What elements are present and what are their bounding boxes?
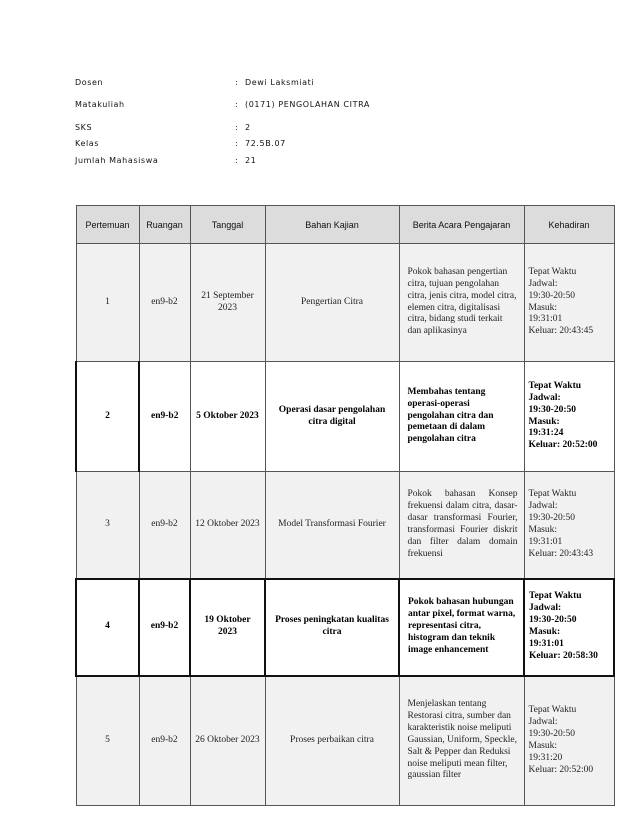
separator: : <box>235 123 239 132</box>
table-row <box>76 244 614 362</box>
kelas-label: Kelas <box>75 139 100 148</box>
cell-bahan-kajian: Proses perbaikan citra <box>265 676 399 806</box>
cell-ruangan: en9-b2 <box>139 362 190 472</box>
kehadiran-masuk: 19:31:01 <box>528 536 563 547</box>
kehadiran-jadwal: 19:30-20:50 <box>528 728 575 739</box>
table-row <box>76 579 614 676</box>
header-bahan-kajian: Bahan Kajian <box>265 206 399 244</box>
kehadiran-masuk: 19:31:01 <box>529 638 564 649</box>
cell-berita-acara: Membahas tentang operasi-operasi pengolahan citra dan pemetaan di dalam pengolahan citra <box>399 362 524 472</box>
cell-kehadiran <box>524 579 614 676</box>
kehadiran-jadwal: 19:30-20:50 <box>529 615 577 626</box>
kehadiran-masuk-label: Masuk: <box>528 416 560 427</box>
separator: : <box>235 156 239 165</box>
cell-pertemuan: 2 <box>76 362 139 472</box>
table-row <box>76 676 614 806</box>
header-kehadiran: Kehadiran <box>524 206 614 244</box>
sks-value: 2 <box>245 123 251 132</box>
kehadiran-jadwal-label: Jadwal: <box>528 501 558 511</box>
kehadiran-status: Tepat Waktu <box>529 591 582 602</box>
cell-ruangan: en9-b2 <box>139 676 190 806</box>
cell-pertemuan: 4 <box>76 579 139 676</box>
cell-bahan-kajian: Pengertian Citra <box>265 244 399 362</box>
kehadiran-keluar: Keluar: 20:58:30 <box>529 650 598 661</box>
table-header-row <box>76 206 614 244</box>
kehadiran-jadwal: 19:30-20:50 <box>528 404 576 415</box>
cell-bahan-kajian: Model Transformasi Fourier <box>265 472 399 579</box>
kehadiran-jadwal-label: Jadwal: <box>529 603 562 614</box>
cell-pertemuan: 5 <box>76 676 139 806</box>
cell-kehadiran <box>524 362 614 472</box>
cell-ruangan: en9-b2 <box>139 244 190 362</box>
cell-bahan-kajian: Operasi dasar pengolahan citra digital <box>265 362 399 472</box>
cell-pertemuan: 1 <box>76 244 139 362</box>
matakuliah-label: Matakuliah <box>75 100 125 109</box>
cell-berita-acara: Pokok bahasan Konsep frekuensi dalam citra, dasar-dasar transformasi Fourier, transformasi Fourier diskrit dan filter dalam domain frekuensi <box>399 472 524 579</box>
kehadiran-masuk: 19:31:24 <box>528 428 564 439</box>
header-pertemuan: Pertemuan <box>76 206 139 244</box>
dosen-label: Dosen <box>75 78 104 87</box>
kehadiran-masuk: 19:31:20 <box>528 752 563 763</box>
separator: : <box>235 100 239 109</box>
kehadiran-jadwal-label: Jadwal: <box>528 278 558 289</box>
cell-tanggal: 5 Oktober 2023 <box>190 362 265 472</box>
kehadiran-masuk-label: Masuk: <box>528 302 557 313</box>
table-row <box>76 362 614 472</box>
kehadiran-jadwal-label: Jadwal: <box>528 392 561 403</box>
cell-ruangan: en9-b2 <box>139 579 190 676</box>
sks-label: SKS <box>75 123 93 132</box>
cell-berita-acara: Pokok bahasan hubungan antar pixel, format warna, representasi citra, histogram dan teknik image enhancement <box>399 579 524 676</box>
cell-pertemuan: 3 <box>76 472 139 579</box>
attendance-table <box>75 205 615 806</box>
header-ruangan: Ruangan <box>139 206 190 244</box>
kelas-value: 72.5B.07 <box>245 139 286 148</box>
jumlah-mahasiswa-value: 21 <box>245 156 257 165</box>
kehadiran-status: Tepat Waktu <box>528 266 577 277</box>
kehadiran-jadwal-label: Jadwal: <box>528 717 558 727</box>
header-tanggal: Tanggal <box>190 206 265 244</box>
cell-bahan-kajian: Proses peningkatan kualitas citra <box>265 579 399 676</box>
kehadiran-status: Tepat Waktu <box>528 380 582 391</box>
cell-ruangan: en9-b2 <box>139 472 190 579</box>
kehadiran-masuk-label: Masuk: <box>528 524 557 535</box>
kehadiran-jadwal: 19:30-20:50 <box>528 512 575 523</box>
dosen-value: Dewi Laksmiati <box>245 78 315 87</box>
separator: : <box>235 78 239 87</box>
table-row <box>76 472 614 579</box>
kehadiran-status: Tepat Waktu <box>528 489 577 500</box>
kehadiran-keluar: Keluar: 20:43:45 <box>528 326 594 337</box>
kehadiran-masuk-label: Masuk: <box>528 740 557 751</box>
kehadiran-keluar: Keluar: 20:52:00 <box>528 440 598 451</box>
cell-kehadiran <box>524 472 614 579</box>
cell-kehadiran <box>524 676 614 806</box>
cell-berita-acara: Pokok bahasan pengertian citra, tujuan pengolahan citra, jenis citra, model citra, elemen citra, digitalisasi citra, bidang studi terkait dan aplikasinya <box>399 244 524 362</box>
separator: : <box>235 139 239 148</box>
jumlah-mahasiswa-label: Jumlah Mahasiswa <box>75 156 159 165</box>
kehadiran-status: Tepat Waktu <box>528 705 577 716</box>
kehadiran-keluar: Keluar: 20:52:00 <box>528 764 594 775</box>
kehadiran-keluar: Keluar: 20:43:43 <box>528 548 594 559</box>
cell-kehadiran <box>524 244 614 362</box>
header-berita-acara: Berita Acara Pengajaran <box>399 206 524 244</box>
kehadiran-masuk-label: Masuk: <box>529 627 561 637</box>
cell-tanggal: 12 Oktober 2023 <box>190 472 265 579</box>
cell-tanggal: 21 September 2023 <box>190 244 265 362</box>
cell-tanggal: 26 Oktober 2023 <box>190 676 265 806</box>
matakuliah-value: (0171) PENGOLAHAN CITRA <box>245 100 370 109</box>
cell-berita-acara: Menjelaskan tentang Restorasi citra, sumber dan karakteristik noise meliputi Gaussian, Uniform, Speckle, Salt & Pepper dan Reduksi noise meliputi mean filter, gaussian filter <box>399 676 524 806</box>
kehadiran-jadwal: 19:30-20:50 <box>528 290 575 301</box>
kehadiran-masuk: 19:31:01 <box>528 314 563 325</box>
cell-tanggal: 19 Oktober 2023 <box>190 579 265 676</box>
